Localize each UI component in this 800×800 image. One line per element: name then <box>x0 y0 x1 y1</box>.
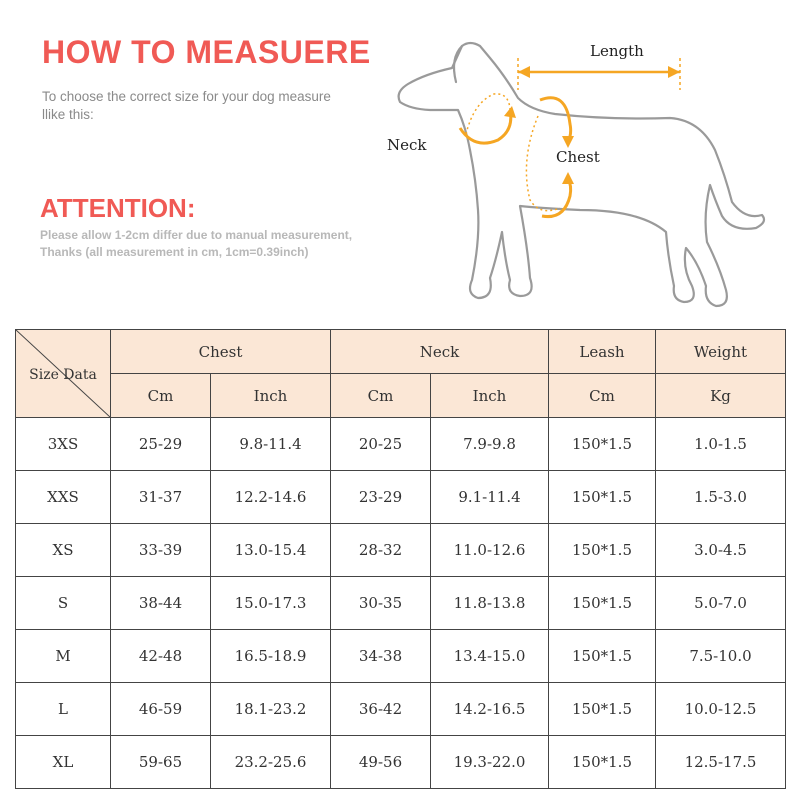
neck-cm-cell: 34-38 <box>331 630 431 683</box>
chest-measure-loop <box>526 116 560 211</box>
unit-header-neck-cm: Cm <box>331 374 431 418</box>
chest-inch-cell: 13.0-15.4 <box>211 524 331 577</box>
chest-cm-cell: 31-37 <box>111 471 211 524</box>
leash-cell: 150*1.5 <box>549 524 656 577</box>
neck-cm-cell: 23-29 <box>331 471 431 524</box>
table-row <box>16 683 786 736</box>
group-header-leash: Leash <box>549 330 656 374</box>
neck-cm-cell: 30-35 <box>331 577 431 630</box>
neck-arrow-icon <box>460 110 511 143</box>
leash-cell: 150*1.5 <box>549 418 656 471</box>
chest-inch-cell: 12.2-14.6 <box>211 471 331 524</box>
weight-cell: 1.0-1.5 <box>656 418 786 471</box>
size-cell: 3XS <box>16 418 111 471</box>
attention-note-line1: Please allow 1-2cm differ due to manual measurement, <box>40 228 353 242</box>
leash-cell: 150*1.5 <box>549 630 656 683</box>
neck-inch-cell: 9.1-11.4 <box>431 471 549 524</box>
attention-note-line2: Thanks (all measurement in cm, 1cm=0.39inch) <box>40 245 309 259</box>
chest-inch-cell: 18.1-23.2 <box>211 683 331 736</box>
weight-cell: 3.0-4.5 <box>656 524 786 577</box>
chest-cm-cell: 59-65 <box>111 736 211 789</box>
leash-cell: 150*1.5 <box>549 471 656 524</box>
chest-arrowhead-bottom-icon <box>562 172 574 184</box>
group-header-weight: Weight <box>656 330 786 374</box>
corner-label: Size Data <box>29 366 97 383</box>
unit-header-neck-inch: Inch <box>431 374 549 418</box>
attention-title: ATTENTION: <box>40 193 196 223</box>
header-row-groups <box>16 330 786 374</box>
table-row <box>16 736 786 789</box>
neck-label: Neck <box>387 136 427 154</box>
chest-inch-cell: 15.0-17.3 <box>211 577 331 630</box>
group-header-neck: Neck <box>331 330 549 374</box>
leash-cell: 150*1.5 <box>549 577 656 630</box>
neck-inch-cell: 19.3-22.0 <box>431 736 549 789</box>
neck-cm-cell: 36-42 <box>331 683 431 736</box>
neck-inch-cell: 7.9-9.8 <box>431 418 549 471</box>
neck-cm-cell: 28-32 <box>331 524 431 577</box>
chest-cm-cell: 33-39 <box>111 524 211 577</box>
size-cell: XXS <box>16 471 111 524</box>
intro-text: To choose the correct size for your dog measure llike this: <box>42 89 331 122</box>
neck-inch-cell: 14.2-16.5 <box>431 683 549 736</box>
page-title: HOW TO MEASUERE <box>42 34 371 70</box>
chest-cm-cell: 46-59 <box>111 683 211 736</box>
leash-cell: 150*1.5 <box>549 683 656 736</box>
chest-cm-cell: 25-29 <box>111 418 211 471</box>
chest-arrow-top-icon <box>540 98 571 142</box>
group-header-chest: Chest <box>111 330 331 374</box>
neck-cm-cell: 49-56 <box>331 736 431 789</box>
table-row <box>16 577 786 630</box>
size-cell: M <box>16 630 111 683</box>
table-row <box>16 418 786 471</box>
header-row-units <box>16 374 786 418</box>
size-cell: XL <box>16 736 111 789</box>
size-data-corner-cell <box>16 330 111 418</box>
size-cell: L <box>16 683 111 736</box>
length-label: Length <box>590 42 644 60</box>
unit-header-leash-cm: Cm <box>549 374 656 418</box>
neck-cm-cell: 20-25 <box>331 418 431 471</box>
table-row <box>16 630 786 683</box>
weight-cell: 1.5-3.0 <box>656 471 786 524</box>
dog-measurement-diagram <box>370 10 790 325</box>
size-cell: S <box>16 577 111 630</box>
chest-cm-cell: 38-44 <box>111 577 211 630</box>
neck-inch-cell: 11.0-12.6 <box>431 524 549 577</box>
unit-header-chest-inch: Inch <box>211 374 331 418</box>
table-row <box>16 524 786 577</box>
size-cell: XS <box>16 524 111 577</box>
size-chart-table <box>15 329 786 789</box>
length-arrow-left-icon <box>518 66 530 78</box>
neck-inch-cell: 13.4-15.0 <box>431 630 549 683</box>
chest-arrowhead-top-icon <box>562 136 574 148</box>
unit-header-weight-kg: Kg <box>656 374 786 418</box>
chest-inch-cell: 9.8-11.4 <box>211 418 331 471</box>
weight-cell: 10.0-12.5 <box>656 683 786 736</box>
chest-label: Chest <box>556 148 600 166</box>
unit-header-chest-cm: Cm <box>111 374 211 418</box>
weight-cell: 7.5-10.0 <box>656 630 786 683</box>
weight-cell: 5.0-7.0 <box>656 577 786 630</box>
leash-cell: 150*1.5 <box>549 736 656 789</box>
chest-cm-cell: 42-48 <box>111 630 211 683</box>
chest-inch-cell: 23.2-25.6 <box>211 736 331 789</box>
chest-inch-cell: 16.5-18.9 <box>211 630 331 683</box>
attention-note <box>40 227 420 261</box>
neck-arrowhead-icon <box>504 106 516 118</box>
weight-cell: 12.5-17.5 <box>656 736 786 789</box>
length-arrow-right-icon <box>668 66 680 78</box>
table-row <box>16 471 786 524</box>
dog-silhouette-icon <box>399 43 764 306</box>
neck-inch-cell: 11.8-13.8 <box>431 577 549 630</box>
neck-measure-loop <box>466 94 510 134</box>
